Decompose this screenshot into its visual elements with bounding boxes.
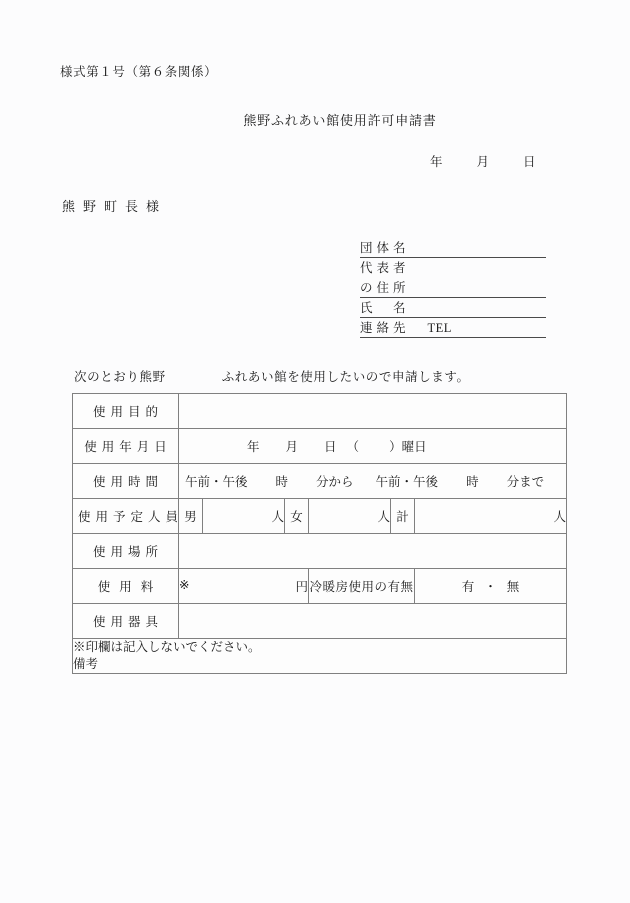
hvac-label: 冷暖房使用の有無: [309, 569, 415, 604]
form-code: 様式第１号（第６条関係）: [60, 65, 218, 79]
use-time-hour-from: 時: [275, 475, 289, 489]
use-time-minute-from: 分から: [316, 475, 354, 489]
use-date-paren-open: （: [346, 440, 360, 454]
use-date-value[interactable]: [179, 429, 567, 464]
table-row-fee: [73, 569, 567, 604]
use-date-month: 月: [285, 440, 299, 454]
equipment-label: 使用器具: [73, 604, 179, 639]
fee-label: 使用料: [73, 569, 179, 604]
fee-unit: 円: [295, 580, 308, 594]
place-value[interactable]: [179, 534, 567, 569]
use-time-ampm-to: 午前・午後: [375, 475, 439, 489]
use-time-value[interactable]: [179, 464, 567, 499]
attendance-female-label: 女: [285, 499, 309, 534]
table-row-attendance: [73, 499, 567, 534]
use-date-paren-close: ）: [389, 440, 402, 454]
table-row-use-time: [73, 464, 567, 499]
applicant-block: [360, 238, 546, 338]
intro-after-text: ふれあい館を使用したいので申請します。: [221, 370, 470, 384]
attendance-male-unit: 人: [271, 510, 284, 524]
use-time-ampm-from: 午前・午後: [185, 475, 248, 489]
applicant-organization-label: 団体名: [360, 241, 410, 255]
attendance-female-value[interactable]: [309, 499, 391, 534]
equipment-value[interactable]: [179, 604, 567, 639]
hvac-options[interactable]: 有・無: [415, 569, 567, 604]
fee-mark-icon: ※: [179, 578, 190, 592]
attendance-total-label: 計: [391, 499, 415, 534]
purpose-value[interactable]: [179, 394, 567, 429]
table-row-equipment: [73, 604, 567, 639]
table-row-purpose: [73, 394, 567, 429]
use-time-hour-to: 時: [466, 475, 479, 489]
date-day-label: 日: [523, 155, 536, 169]
notes-warning: ※印欄は記入しないでください。: [73, 640, 261, 654]
applicant-name-row: [360, 298, 546, 318]
applicant-representative-label: 代表者: [360, 261, 410, 275]
applicant-address-row: [360, 278, 546, 298]
notes-cell[interactable]: [73, 639, 567, 674]
table-row-place: [73, 534, 567, 569]
attendance-male-value[interactable]: [203, 499, 285, 534]
use-time-label: 使用時間: [73, 464, 179, 499]
use-date-year: 年: [247, 440, 260, 454]
fee-value[interactable]: [179, 569, 309, 604]
use-date-weekday: 曜日: [401, 440, 427, 454]
applicant-organization-row: [360, 238, 546, 258]
applicant-contact-label: 連絡先: [360, 321, 410, 335]
attendance-female-unit: 人: [377, 510, 390, 524]
intro-before-text: 次のとおり熊野: [74, 370, 166, 384]
applicant-representative-row: [360, 258, 546, 278]
attendance-total-value[interactable]: [415, 499, 567, 534]
date-line: [430, 152, 536, 170]
attendance-label: 使用予定人員: [73, 499, 179, 534]
applicant-address-label: の住所: [360, 281, 410, 295]
date-month-label: 月: [476, 155, 490, 169]
attendance-male-label: 男: [179, 499, 203, 534]
use-date-label: 使用年月日: [73, 429, 179, 464]
applicant-contact-row: [360, 318, 546, 338]
date-year-label: 年: [430, 155, 443, 169]
application-table: [72, 393, 567, 674]
page-title: 熊野ふれあい館使用許可申請書: [243, 113, 437, 128]
applicant-tel-label: TEL: [427, 321, 452, 335]
purpose-label: 使用目的: [73, 394, 179, 429]
addressee: 熊野町長様: [62, 199, 168, 214]
intro-sentence: [74, 367, 470, 385]
attendance-total-unit: 人: [553, 510, 567, 524]
table-row-use-date: [73, 429, 567, 464]
notes-remarks-label: 備考: [73, 657, 99, 671]
place-label: 使用場所: [73, 534, 179, 569]
use-date-day: 日: [324, 440, 337, 454]
use-time-minute-to: 分まで: [506, 475, 545, 489]
table-row-notes: [73, 639, 567, 674]
applicant-name-label: 氏 名: [360, 301, 410, 315]
